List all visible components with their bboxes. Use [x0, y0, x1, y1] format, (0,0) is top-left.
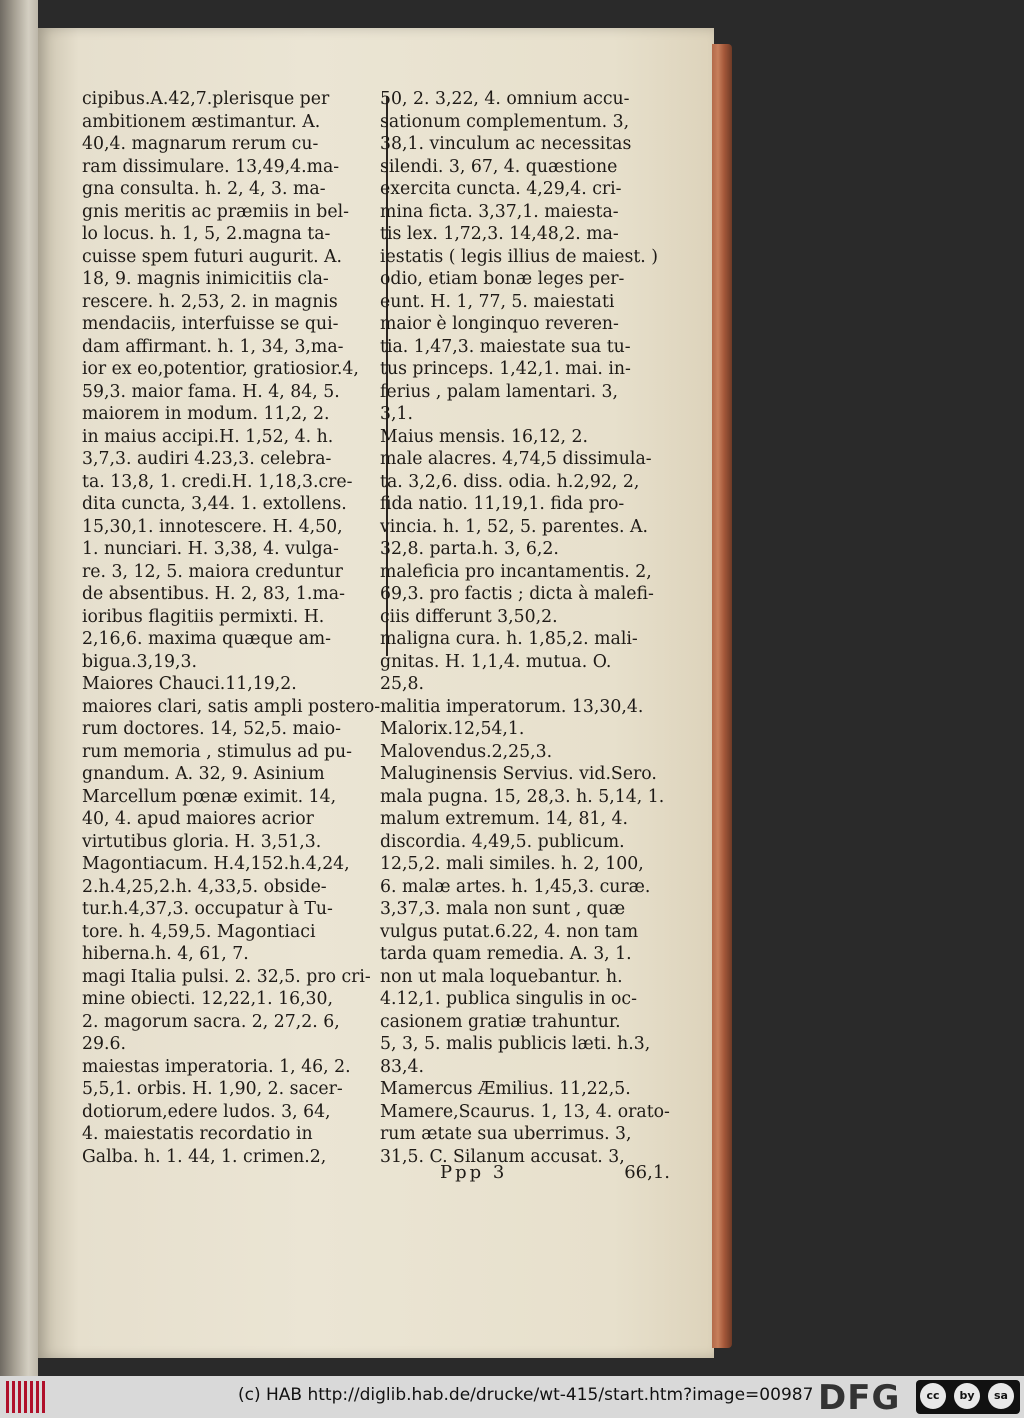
text-line: Maluginensis Servius. vid.Sero.	[380, 764, 657, 784]
text-line: 3,1.	[380, 404, 413, 424]
text-line: Maiores Chauci.11,19,2.	[82, 674, 297, 694]
text-line: ta. 3,2,6. diss. odia. h.2,92, 2,	[380, 471, 640, 492]
text-line: cipibus.A.42,7.plerisque per	[82, 89, 330, 109]
text-line: 18, 9. magnis inimicitiis cla-	[82, 269, 329, 289]
sa-icon: sa	[988, 1383, 1014, 1409]
viewer-footer-bar	[0, 1376, 1024, 1418]
text-line: de absentibus. H. 2, 83, 1.ma-	[82, 584, 345, 604]
text-line: maleficia pro incantamentis. 2,	[380, 561, 652, 582]
text-line: virtutibus gloria. H. 3,51,3.	[82, 831, 322, 852]
text-line: discordia. 4,49,5. publicum.	[380, 831, 625, 852]
text-line: iestatis ( legis illius de maiest. )	[380, 246, 659, 267]
text-line: gnandum. A. 32, 9. Asinium	[82, 764, 325, 784]
text-line: Malovendus.2,25,3.	[380, 741, 553, 762]
text-line: exercita cuncta. 4,29,4. cri-	[380, 179, 622, 199]
text-line: mine obiecti. 12,22,1. 16,30,	[82, 989, 334, 1009]
text-line: maligna cura. h. 1,85,2. mali-	[380, 629, 638, 649]
text-line: Maius mensis. 16,12, 2.	[380, 426, 588, 447]
by-icon: by	[954, 1383, 980, 1409]
text-line: gna consulta. h. 2, 4, 3. ma-	[82, 179, 326, 199]
text-line: 83,4.	[380, 1056, 424, 1077]
text-line: gnitas. H. 1,1,4. mutua. O.	[380, 651, 612, 672]
text-line: ior ex eo,potentior, gratiosior.4,	[82, 359, 359, 379]
text-line: fida natio. 11,19,1. fida pro-	[380, 494, 625, 514]
text-line: ta. 13,8, 1. credi.H. 1,18,3.cre-	[82, 471, 353, 492]
signature-mark: Ppp 3	[440, 1162, 508, 1183]
text-line: ram dissimulare. 13,49,4.ma-	[82, 156, 340, 177]
text-line: 25,8.	[380, 674, 424, 694]
text-line: dotiorum,edere ludos. 3, 64,	[82, 1101, 331, 1122]
text-line: in maius accipi.H. 1,52, 4. h.	[82, 426, 334, 447]
text-line: malitia imperatorum. 13,30,4.	[380, 696, 644, 717]
text-line: 4.12,1. publica singulis in oc-	[380, 989, 637, 1009]
dfg-logo: DFG	[818, 1378, 901, 1418]
text-line: tia. 1,47,3. maiestate sua tu-	[380, 336, 631, 357]
text-line: 2.h.4,25,2.h. 4,33,5. obside-	[82, 876, 327, 897]
text-line: Mamercus Æmilius. 11,22,5.	[380, 1079, 631, 1099]
text-line: lo locus. h. 1, 5, 2.magna ta-	[82, 224, 331, 244]
text-line: rum ætate sua uberrimus. 3,	[380, 1124, 632, 1144]
text-line: ioribus flagitiis permixti. H.	[82, 606, 325, 627]
text-line: casionem gratiæ trahuntur.	[380, 1011, 621, 1032]
text-line: 29.6.	[82, 1034, 126, 1054]
text-line: 59,3. maior fama. H. 4, 84, 5.	[82, 381, 340, 402]
text-line: maiores clari, satis ampli postero-	[82, 696, 381, 717]
text-line: dam affirmant. h. 1, 34, 3,ma-	[82, 336, 344, 357]
text-line: non ut mala loquebantur. h.	[380, 966, 623, 987]
text-line: odio, etiam bonæ leges per-	[380, 269, 625, 289]
cc-license-icon[interactable]	[916, 1380, 1020, 1414]
text-line: 3,37,3. mala non sunt , quæ	[380, 899, 626, 919]
text-line: 2. magorum sacra. 2, 27,2. 6,	[82, 1011, 340, 1032]
text-line: sationum complementum. 3,	[380, 111, 630, 132]
text-line: maiestas imperatoria. 1, 46, 2.	[82, 1056, 351, 1077]
cc-icon: cc	[920, 1383, 946, 1409]
text-line: maiorem in modum. 11,2, 2.	[82, 404, 330, 424]
text-line: ferius , palam lamentari. 3,	[380, 381, 619, 402]
text-line: 5,5,1. orbis. H. 1,90, 2. sacer-	[82, 1079, 343, 1099]
text-line: rescere. h. 2,53, 2. in magnis	[82, 291, 338, 312]
text-line: 40, 4. apud maiores acrior	[82, 809, 314, 829]
left-text-column	[82, 88, 382, 1168]
text-line: malum extremum. 14, 81, 4.	[380, 809, 628, 829]
text-line: 40,4. magnarum rerum cu-	[82, 134, 319, 154]
text-line: 5, 3, 5. malis publicis læti. h.3,	[380, 1034, 651, 1054]
text-line: mala pugna. 15, 28,3. h. 5,14, 1.	[380, 786, 665, 807]
text-line: 38,1. vinculum ac necessitas	[380, 134, 632, 154]
hab-logo-icon	[6, 1381, 46, 1413]
text-line: mendaciis, interfuisse se qui-	[82, 314, 339, 334]
text-line: tarda quam remedia. A. 3, 1.	[380, 944, 632, 964]
text-line: rum memoria , stimulus ad pu-	[82, 741, 353, 762]
text-line: eunt. H. 1, 77, 5. maiestati	[380, 291, 615, 312]
text-line: tore. h. 4,59,5. Magontiaci	[82, 921, 316, 942]
text-line: 31,5. C. Silanum accusat. 3,	[380, 1146, 625, 1167]
text-line: 2,16,6. maxima quæque am-	[82, 629, 331, 649]
text-line: tur.h.4,37,3. occupatur à Tu-	[82, 899, 333, 919]
catchword: 66,1.	[624, 1162, 670, 1183]
text-line: 4. maiestatis recordatio in	[82, 1124, 313, 1144]
text-line: rum doctores. 14, 52,5. maio-	[82, 719, 342, 739]
text-line: Marcellum pœnæ eximit. 14,	[82, 786, 337, 807]
text-line: 32,8. parta.h. 3, 6,2.	[380, 539, 559, 559]
text-line: maior è longinquo reveren-	[380, 314, 619, 334]
text-line: 3,7,3. audiri 4.23,3. celebra-	[82, 449, 332, 469]
text-line: 12,5,2. mali similes. h. 2, 100,	[380, 854, 644, 874]
text-line: 15,30,1. innotescere. H. 4,50,	[82, 516, 343, 537]
text-line: 1. nunciari. H. 3,38, 4. vulga-	[82, 539, 339, 559]
text-line: vincia. h. 1, 52, 5. parentes. A.	[380, 516, 648, 537]
attribution-link[interactable]: (c) HAB http://diglib.hab.de/drucke/wt-415/start.htm?image=00987	[238, 1385, 814, 1405]
text-line: vulgus putat.6.22, 4. non tam	[380, 921, 639, 942]
text-line: mina ficta. 3,37,1. maiesta-	[380, 201, 619, 222]
text-line: Galba. h. 1. 44, 1. crimen.2,	[82, 1146, 327, 1167]
text-line: Mamere,Scaurus. 1, 13, 4. orato-	[380, 1101, 670, 1122]
text-line: tis lex. 1,72,3. 14,48,2. ma-	[380, 224, 619, 244]
text-line: silendi. 3, 67, 4. quæstione	[380, 156, 618, 177]
right-text-column	[380, 88, 680, 1168]
text-line: 50, 2. 3,22, 4. omnium accu-	[380, 89, 630, 109]
text-line: Malorix.12,54,1.	[380, 719, 525, 739]
text-line: Magontiacum. H.4,152.h.4,24,	[82, 854, 350, 874]
text-line: gnis meritis ac præmiis in bel-	[82, 201, 349, 222]
text-line: ciis differunt 3,50,2.	[380, 606, 558, 627]
text-line: dita cuncta, 3,44. 1. extollens.	[82, 494, 347, 514]
text-line: re. 3, 12, 5. maiora creduntur	[82, 561, 343, 582]
text-line: cuisse spem futuri augurit. A.	[82, 246, 343, 267]
adjacent-page-edge	[0, 0, 38, 1376]
text-line: 6. malæ artes. h. 1,45,3. curæ.	[380, 876, 651, 897]
text-line: tus princeps. 1,42,1. mai. in-	[380, 359, 631, 379]
page-fore-edge	[712, 44, 732, 1348]
text-line: bigua.3,19,3.	[82, 651, 198, 672]
text-line: ambitionem æstimantur. A.	[82, 111, 321, 132]
page-footer	[410, 1162, 670, 1186]
text-line: male alacres. 4,74,5 dissimula-	[380, 449, 652, 469]
text-line: 69,3. pro factis ; dicta à malefi-	[380, 584, 654, 604]
text-line: hiberna.h. 4, 61, 7.	[82, 944, 249, 964]
text-line: magi Italia pulsi. 2. 32,5. pro cri-	[82, 966, 371, 987]
